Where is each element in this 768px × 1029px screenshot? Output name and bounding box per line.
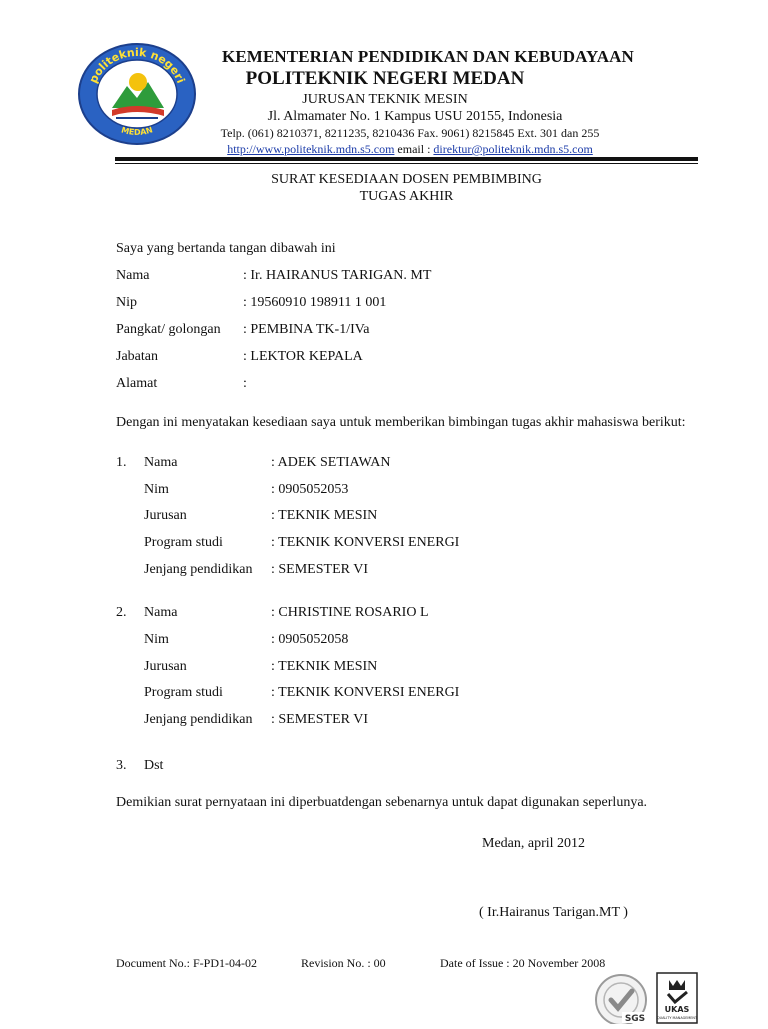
- student-2-level-value: : SEMESTER VI: [271, 712, 368, 727]
- header-divider-thin: [115, 163, 698, 164]
- student-1-program-label: Program studi: [144, 535, 223, 550]
- place-date: Medan, april 2012: [482, 836, 586, 851]
- revision-number: Revision No. : 00: [301, 956, 386, 970]
- student-2-dept-value: : TEKNIK MESIN: [271, 659, 378, 674]
- student-2-number: 2.: [116, 605, 127, 620]
- sgs-certification-badge: [592, 972, 650, 1024]
- phone-fax: Telp. (061) 8210371, 8211235, 8210436 Fax. 9061) 8215845 Ext. 301 dan 255: [220, 126, 600, 140]
- email-link[interactable]: direktur@politeknik.mdn.s5.com: [433, 142, 593, 156]
- contact-links: [202, 142, 618, 157]
- department-name: JURUSAN TEKNIK MESIN: [302, 92, 468, 107]
- lecturer-address-label: Alamat: [116, 376, 158, 391]
- student-2-name-label: Nama: [144, 605, 178, 620]
- student-2-program-label: Program studi: [144, 685, 223, 700]
- email-label: email :: [394, 142, 434, 156]
- lecturer-nip-label: Nip: [116, 295, 137, 310]
- signatory-name: ( Ir.Hairanus Tarigan.MT ): [479, 905, 628, 920]
- lecturer-address-value: :: [243, 376, 247, 391]
- item-3-text: Dst: [144, 758, 164, 773]
- logo-ring-text-top: politeknik negeri: [86, 45, 188, 86]
- statement-paragraph: Dengan ini menyatakan kesediaan saya untuk memberikan bimbingan tugas akhir mahasiswa berikut:: [116, 415, 686, 430]
- date-of-issue: Date of Issue : 20 November 2008: [440, 956, 606, 970]
- closing-text: Demikian surat pernyataan ini diperbuatdengan sebenarnya untuk dapat digunakan seperlunya.: [116, 795, 648, 810]
- website-link[interactable]: http://www.politeknik.mdn.s5.com: [227, 142, 395, 156]
- institution-logo: [72, 38, 202, 146]
- student-1-name-label: Nama: [144, 455, 178, 470]
- lecturer-name-label: Nama: [116, 268, 150, 283]
- student-1-name-value: : ADEK SETIAWAN: [271, 455, 391, 470]
- lecturer-name-value: : Ir. HAIRANUS TARIGAN. MT: [243, 268, 432, 283]
- student-2-nim-value: : 0905052058: [271, 632, 349, 647]
- lecturer-nip-value: : 19560910 198911 1 001: [243, 295, 387, 310]
- ukas-label: UKAS: [664, 1005, 690, 1014]
- student-1-nim-value: : 0905052053: [271, 482, 349, 497]
- student-1-level-value: : SEMESTER VI: [271, 562, 368, 577]
- letter-subtitle: TUGAS AKHIR: [359, 189, 454, 204]
- address: Jl. Almamater No. 1 Kampus USU 20155, Indonesia: [267, 109, 563, 124]
- student-1-dept-value: : TEKNIK MESIN: [271, 508, 378, 523]
- student-2-nim-label: Nim: [144, 632, 169, 647]
- intro-text: Saya yang bertanda tangan dibawah ini: [116, 241, 336, 256]
- sgs-label: SGS: [624, 1014, 646, 1024]
- institution-name: POLITEKNIK NEGERI MEDAN: [245, 68, 525, 89]
- ministry-name: KEMENTERIAN PENDIDIKAN DAN KEBUDAYAAN: [222, 47, 634, 66]
- item-3-number: 3.: [116, 758, 127, 773]
- student-2-name-value: : CHRISTINE ROSARIO L: [271, 605, 429, 620]
- student-2-level-label: Jenjang pendidikan: [144, 712, 253, 727]
- header-divider-thick: [115, 157, 698, 161]
- student-1-dept-label: Jurusan: [144, 508, 187, 523]
- student-2-program-value: : TEKNIK KONVERSI ENERGI: [271, 685, 460, 700]
- document-number: Document No.: F-PD1-04-02: [116, 956, 257, 970]
- lecturer-rank-label: Pangkat/ golongan: [116, 322, 221, 337]
- lecturer-position-value: : LEKTOR KEPALA: [243, 349, 363, 364]
- student-2-dept-label: Jurusan: [144, 659, 187, 674]
- ukas-certification-badge: [656, 972, 698, 1024]
- lecturer-rank-value: : PEMBINA TK-1/IVa: [243, 322, 370, 337]
- lecturer-position-label: Jabatan: [116, 349, 158, 364]
- ukas-sublabel: QUALITY MANAGEMENT: [656, 1016, 698, 1020]
- logo-ring-text-bottom: MEDAN: [120, 125, 154, 137]
- student-1-nim-label: Nim: [144, 482, 169, 497]
- student-1-program-value: : TEKNIK KONVERSI ENERGI: [271, 535, 460, 550]
- letter-title: SURAT KESEDIAAN DOSEN PEMBIMBING: [271, 172, 542, 187]
- student-1-number: 1.: [116, 455, 127, 470]
- student-1-level-label: Jenjang pendidikan: [144, 562, 253, 577]
